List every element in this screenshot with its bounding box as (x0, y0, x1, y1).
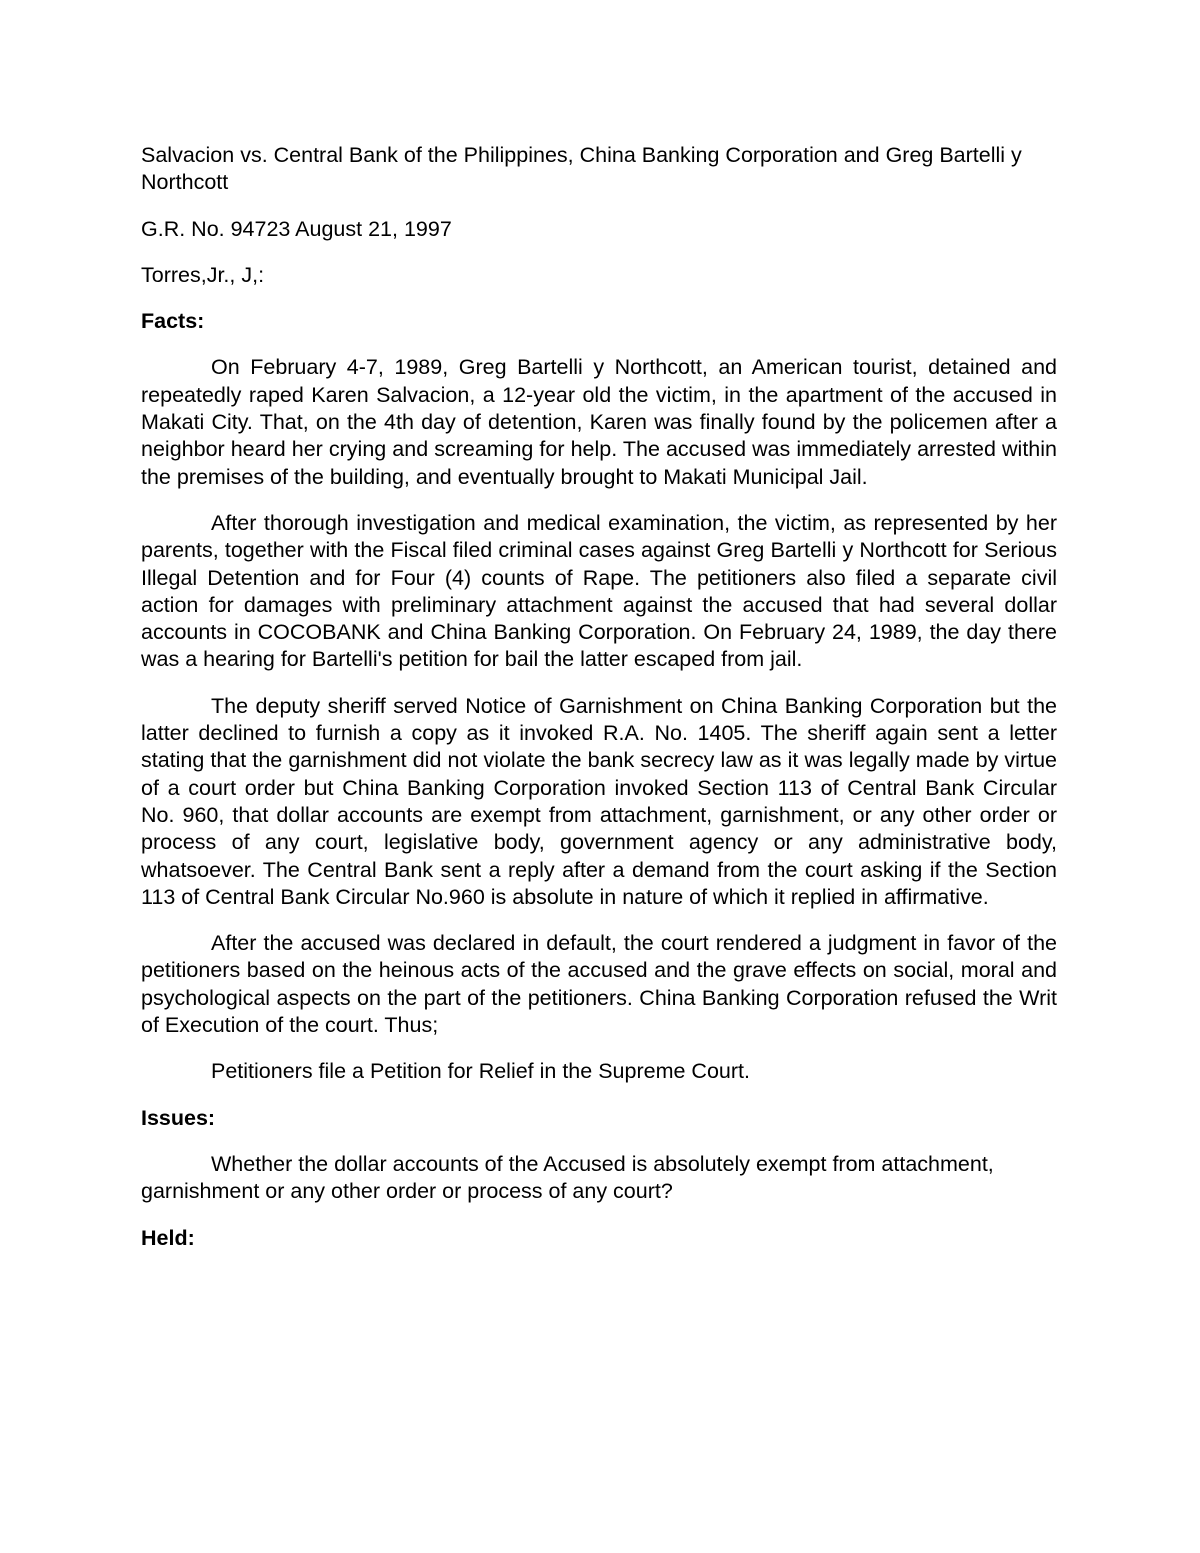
facts-paragraph: After the accused was declared in default, the court rendered a judgment in favor of the petitioners based on the heinous acts of the accused and the grave effects on social, moral and psychological aspects on the part of the petitioners. China Banking Corporation refused the Writ of Execution of the court. Thus; (141, 931, 1057, 1038)
case-gr-number: G.R. No. 94723 August 21, 1997 (141, 216, 452, 241)
held-heading: Held: (141, 1225, 195, 1250)
document-page (141, 142, 1057, 1271)
case-ponente: Torres,Jr., J,: (141, 262, 265, 287)
issues-heading: Issues: (141, 1105, 216, 1130)
facts-paragraph: On February 4-7, 1989, Greg Bartelli y Northcott, an American tourist, detained and repeatedly raped Karen Salvacion, a 12-year old the victim, in the apartment of the accused in Makati City. That, on the 4th day of detention, Karen was finally found by the policemen after a neighbor heard her crying and screaming for help. The accused was immediately arrested within the premises of the building, and eventually brought to Makati Municipal Jail. (141, 355, 1057, 489)
facts-paragraph: After thorough investigation and medical examination, the victim, as represented by her parents, together with the Fiscal filed criminal cases against Greg Bartelli y Northcott for Serious Illegal Detention and for Four (4) counts of Rape. The petitioners also filed a separate civil action for damages with preliminary attachment against the accused that had several dollar accounts in COCOBANK and China Banking Corporation. On February 24, 1989, the day there was a hearing for Bartelli's petition for bail the latter escaped from jail. (141, 510, 1057, 672)
facts-paragraph: Petitioners file a Petition for Relief in the Supreme Court. (211, 1059, 750, 1084)
case-title: Salvacion vs. Central Bank of the Philippines, China Banking Corporation and Greg Bartelli y Northcott (141, 143, 1022, 195)
issues-paragraph: Whether the dollar accounts of the Accused is absolutely exempt from attachment, garnishment or any other order or process of any court? (141, 1151, 994, 1204)
facts-heading: Facts: (141, 309, 205, 334)
facts-paragraph: The deputy sheriff served Notice of Garnishment on China Banking Corporation but the latter declined to furnish a copy as it invoked R.A. No. 1405. The sheriff again sent a letter stating that the garnishment did not violate the bank secrecy law as it was legally made by virtue of a court order but China Banking Corporation invoked Section 113 of Central Bank Circular No. 960, that dollar accounts are exempt from attachment, garnishment, or any other order or process of any court, legislative body, government agency or any administrative body, whatsoever. The Central Bank sent a reply after a demand from the court asking if the Section 113 of Central Bank Circular No.960 is absolute in nature of which it replied in affirmative. (141, 693, 1057, 909)
